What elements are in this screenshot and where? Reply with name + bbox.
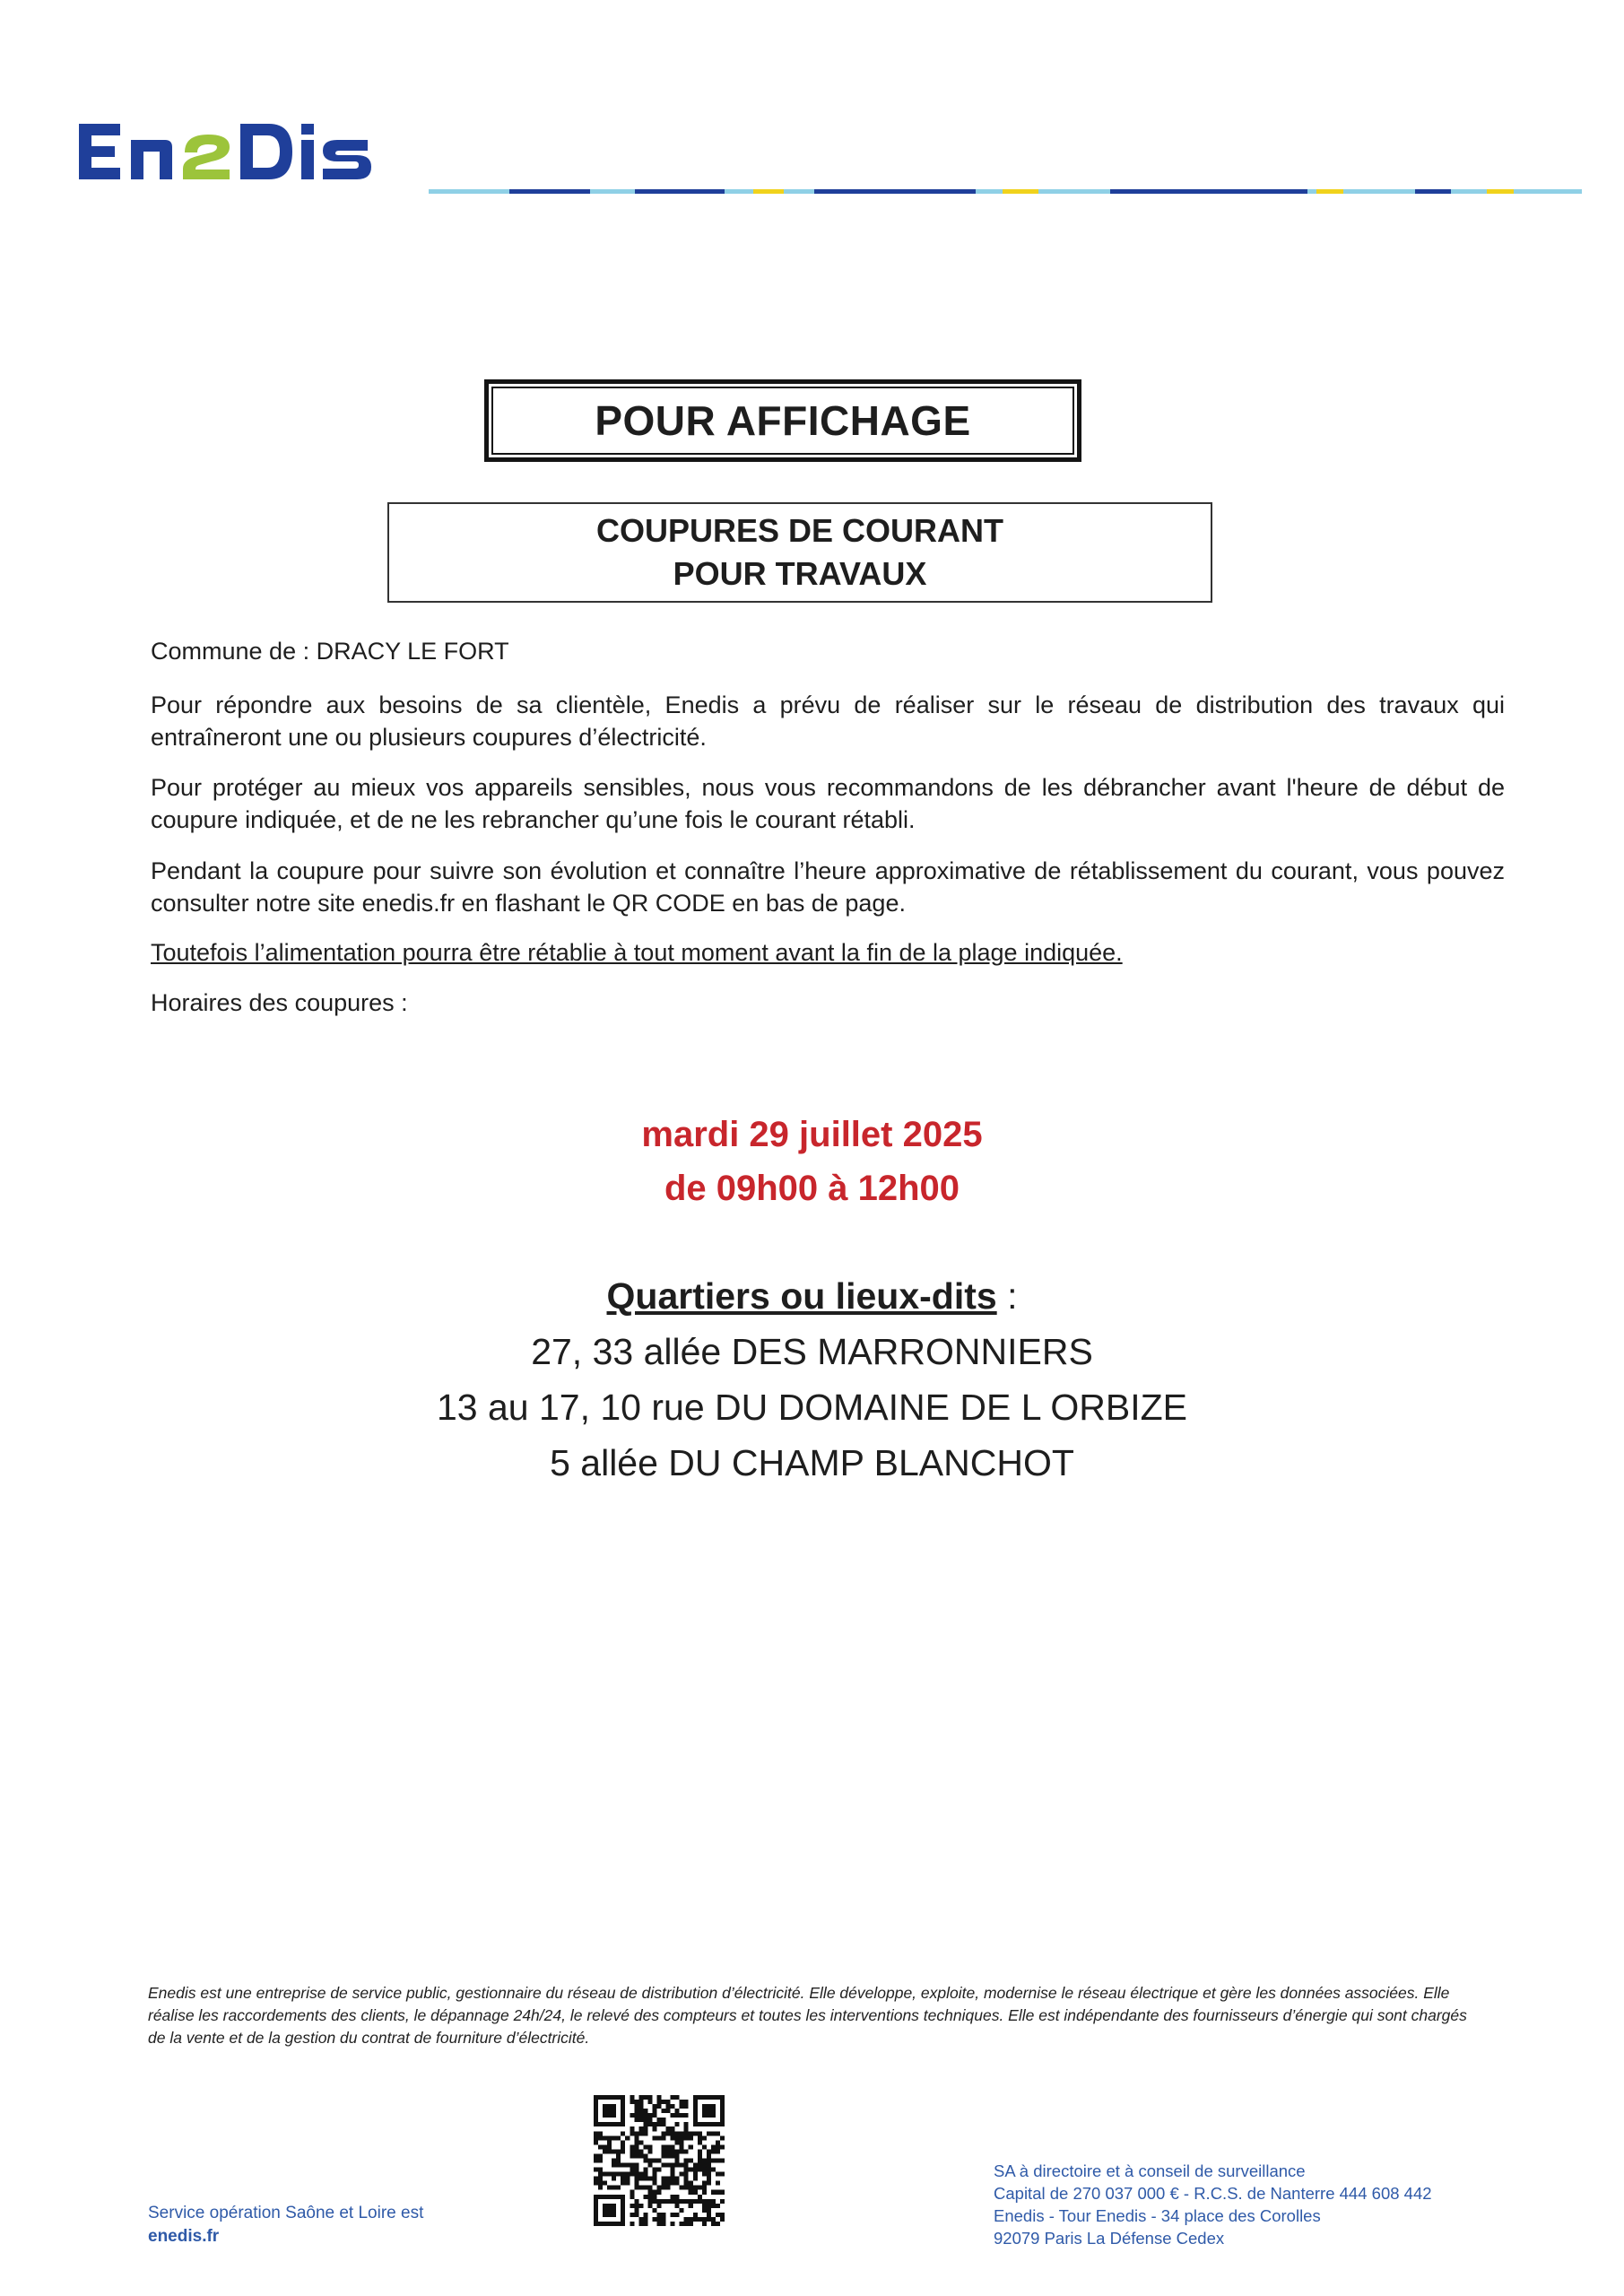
enedis-logo-icon	[79, 106, 420, 196]
commune-line: Commune de : DRACY LE FORT	[151, 638, 509, 665]
enedis-logo	[79, 106, 420, 196]
service-name: Service opération Saône et Loire est	[148, 2204, 424, 2222]
qr-code-icon	[594, 2095, 725, 2226]
corporate-line: SA à directoire et à conseil de surveillance	[994, 2161, 1306, 2180]
place-item: 5 allée DU CHAMP BLANCHOT	[550, 1442, 1074, 1483]
paragraph-suivi: Pendant la coupure pour suivre son évolution et connaître l’heure approximative de rétablissement du courant, vous pouvez consulter notre site enedis.fr en flashant le QR CODE en bas de page.	[151, 857, 1505, 917]
places-title-text: Quartiers ou lieux-dits	[606, 1275, 997, 1317]
brand-rule	[429, 182, 1582, 187]
notice-retablissement: Toutefois l’alimentation pourra être rétablie à tout moment avant la fin de la plage indiquée.	[151, 939, 1123, 966]
pour-affichage-title: POUR AFFICHAGE	[595, 397, 971, 444]
place-item: 13 au 17, 10 rue DU DOMAINE DE L ORBIZE	[436, 1387, 1188, 1428]
places-title-suffix: :	[996, 1275, 1018, 1317]
pour-affichage-box	[484, 379, 1081, 462]
places-title	[0, 1268, 1624, 1324]
paragraph-besoins: Pour répondre aux besoins de sa clientèle, Enedis a prévu de réaliser sur le réseau de distribution des travaux qui entraîneront une ou plusieurs coupures d’électricité.	[151, 691, 1505, 751]
paragraph-appareils: Pour protéger au mieux vos appareils sensibles, nous vous recommandons de les débrancher avant l'heure de début de coupure indiquée, et de ne les rebrancher qu’une fois le courant rétabli.	[151, 774, 1505, 833]
legal-notice: Enedis est une entreprise de service public, gestionnaire du réseau de distribution d’électricité. Elle développe, exploite, modernise le réseau électrique et gère les données associées. Elle réalise les raccordements des clients, le dépannage 24h/24, le relevé des compteurs et toutes les interventions techniques. Elle est indépendante des fournisseurs d’énergie qui sont chargés de la vente et de la gestion du contrat de fourniture d’électricité.	[148, 1984, 1467, 2047]
service-info	[148, 2202, 423, 2248]
outage-date: mardi 29 juillet 2025	[641, 1115, 983, 1154]
coupures-title-line2: POUR TRAVAUX	[673, 555, 927, 592]
coupures-box	[387, 502, 1212, 603]
qr-code[interactable]	[594, 2095, 725, 2226]
corporate-line: Capital de 270 037 000 € - R.C.S. de Nanterre 444 608 442	[994, 2184, 1432, 2203]
coupures-title-line1: COUPURES DE COURANT	[595, 512, 1004, 549]
website-link[interactable]: enedis.fr	[148, 2227, 220, 2246]
place-item: 27, 33 allée DES MARRONNIERS	[531, 1331, 1093, 1372]
corporate-line: Enedis - Tour Enedis - 34 place des Corolles	[994, 2206, 1321, 2225]
outage-time: de 09h00 à 12h00	[664, 1169, 960, 1208]
horaires-label: Horaires des coupures :	[151, 989, 408, 1016]
brand-rule-line	[429, 189, 1582, 194]
corporate-line: 92079 Paris La Défense Cedex	[994, 2229, 1225, 2248]
corporate-info	[994, 2160, 1432, 2249]
